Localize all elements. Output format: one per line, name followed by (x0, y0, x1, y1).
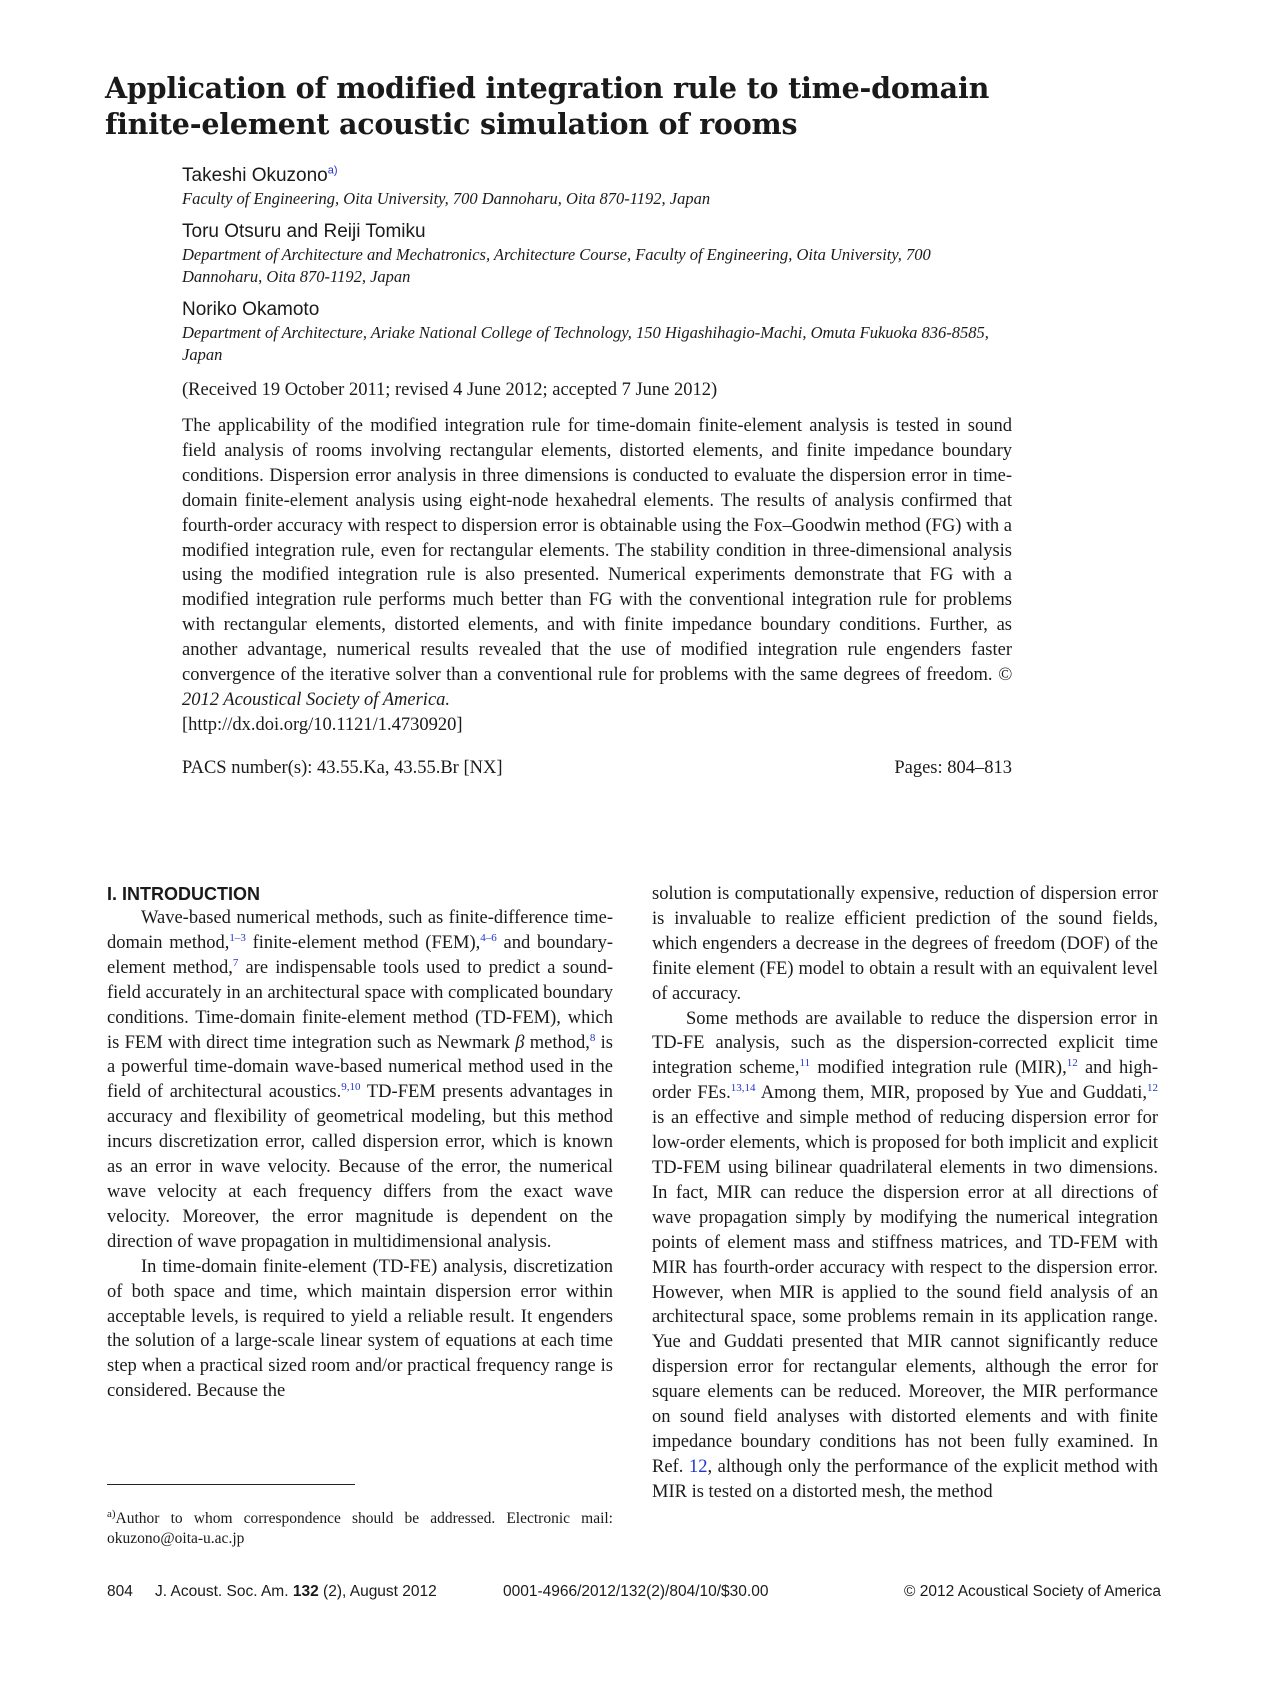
page-number: 804 (107, 1583, 133, 1600)
citation-link[interactable]: 12 (1066, 1057, 1078, 1070)
citation-link[interactable]: 7 (232, 956, 239, 969)
title-line-2: finite-element acoustic simulation of rooms (105, 107, 798, 141)
citation-link[interactable]: 1–3 (229, 931, 246, 944)
column-left (107, 882, 613, 1404)
citation-link[interactable]: 9,10 (341, 1081, 361, 1094)
affiliation-1: Faculty of Engineering, Oita University, 700 Dannoharu, Oita 870-1192, Japan (182, 189, 711, 208)
paper-title (105, 70, 1105, 142)
footer-copyright: © 2012 Acoustical Society of America (904, 1583, 1161, 1600)
citation-link[interactable]: 11 (799, 1057, 811, 1070)
affiliation-3: Department of Architecture, Ariake National College of Technology, 150 Higashihagio-Machi, Omuta Fukuoka 836-8585, Japan (182, 323, 989, 364)
intro-paragraph-4: Some methods are available to reduce the dispersion error in TD-FE analysis, such as the dispersion-corrected explicit time integration scheme,$^{11}$ modified integration rule (MIR),$^{12}$ and high-order FEs.$^{13,14}$ Among them, MIR, proposed by Yue and Guddati,$^{12}$ is an effective and simple method of reducing dispersion error for low-order elements, which is proposed for both implicit and explicit TD-FEM using bilinear quadrilateral elements in two dimensions. In fact, MIR can reduce the dispersion error at all directions of wave propagation simply by modifying the numerical integration points of element mass and stiffness matrices, and TD-FEM with MIR has fourth-order accuracy with respect to the dispersion error. However, when MIR is applied to the sound field analysis of an architectural space, some problems remain in its application range. Yue and Guddati presented that MIR cannot significantly reduce dispersion error for rectangular elements, although the error for square elements can be reduced. Moreover, the MIR performance on sound field analyses with distorted elements and with finite impedance boundary conditions has not been fully examined. In Ref. 12, although only the performance of the explicit method with MIR is tested on a distorted mesh, the method (652, 1008, 1159, 1502)
citation-link[interactable]: 8 (589, 1031, 596, 1044)
citation-link[interactable]: 12 (1147, 1082, 1159, 1095)
reference-link[interactable]: 12 (688, 1456, 708, 1477)
doi-link[interactable]: [http://dx.doi.org/10.1121/1.4730920] (182, 714, 463, 735)
page-range: Pages: 804–813 (894, 757, 1012, 778)
author-1-name: Takeshi Okuzono (182, 165, 328, 186)
citation-link[interactable]: 4–6 (480, 931, 497, 944)
intro-paragraph-3: solution is computationally expensive, reduction of dispersion error is invaluable to realize efficient prediction of the sound fields, which engenders a decrease in the degrees of freedom (DOF) of the finite element (FE) model to obtain a result with an equivalent level of accuracy. (652, 884, 1158, 1004)
abstract-copyright: © 2012 Acoustical Society of America. (182, 665, 1012, 710)
author-2: Toru Otsuru and Reiji Tomiku (182, 221, 426, 242)
author-1 (182, 164, 1012, 188)
citation-link[interactable]: 13,14 (730, 1082, 756, 1095)
abstract (182, 414, 1012, 738)
section-heading: I. INTRODUCTION (107, 884, 260, 904)
affiliation-2: Department of Architecture and Mechatronics, Architecture Course, Faculty of Engineering, Oita University, 700 Dannoharu, Oita 870-1192, Japan (182, 245, 931, 286)
title-line-1: Application of modified integration rule to time-domain (105, 71, 990, 105)
footnote-text: Author to whom correspondence should be addressed. Electronic mail: okuzono@oita-u.ac.jp (107, 1510, 613, 1547)
journal-citation: J. Acoust. Soc. Am. 132 (2), August 2012 (155, 1583, 437, 1600)
footnote (107, 1509, 613, 1549)
received-dates: (Received 19 October 2011; revised 4 June 2012; accepted 7 June 2012) (182, 380, 718, 400)
article-code: 0001-4966/2012/132(2)/804/10/$30.00 (503, 1583, 769, 1600)
author-footnote-link[interactable]: a) (327, 164, 338, 177)
footnote-divider (107, 1484, 355, 1485)
abstract-text: The applicability of the modified integration rule for time-domain finite-element analysis is tested in sound field analysis of rooms involving rectangular elements, distorted elements, and finite impedance boundary conditions. Dispersion error analysis in three dimensions is conducted to evaluate the dispersion error in time-domain finite-element analysis using eight-node hexahedral elements. The results of analysis confirmed that fourth-order accuracy with respect to dispersion error is obtainable using the Fox–Goodwin method (FG) with a modified integration rule, even for rectangular elements. The stability condition in three-dimensional analysis using the modified integration rule is also presented. Numerical experiments demonstrate that FG with a modified integration rule performs much better than FG with the conventional integration rule for problems with rectangular elements, distorted elements, and with finite impedance boundary conditions. Further, as another advantage, numerical results revealed that the use of modified integration rule engenders faster convergence of the iterative solver than a conventional rule for problems with the same degrees of freedom. (182, 416, 1012, 686)
author-3: Noriko Okamoto (182, 299, 320, 320)
intro-paragraph-2: In time-domain finite-element (TD-FE) analysis, discretization of both space and time, which maintain dispersion error within acceptable levels, is required to yield a reliable result. It engenders the solution of a large-scale linear system of equations at each time step when a practical sized room and/or practical frequency range is considered. Because the (107, 1256, 613, 1402)
pacs-numbers: PACS number(s): 43.55.Ka, 43.55.Br [NX] (182, 757, 503, 778)
pacs-row (182, 756, 1012, 780)
footnote-mark: a) (107, 1507, 116, 1520)
intro-paragraph-1: Wave-based numerical methods, such as finite-difference time-domain method,$^{1-3}$ finite-element method (FEM),$^{4-6}$ and boundary-element method,$^7$ are indispensable tools used to predict a sound-field accurately in an architectural space with complicated boundary conditions. Time-domain finite-element method (TD-FEM), which is FEM with direct time integration such as Newmark β method,$^8$ is a powerful time-domain wave-based numerical method used in the field of architectural acoustics.$^{9,10}$ TD-FEM presents advantages in accuracy and flexibility of geometrical modeling, but this method incurs discretization error, called dispersion error, which is known as an error in wave velocity. Because of the error, the numerical wave velocity at each frequency differs from the exact wave velocity. Moreover, the error magnitude is dependent on the direction of wave propagation in multidimensional analysis. (107, 908, 614, 1252)
column-right (652, 882, 1158, 1505)
front-matter (182, 164, 1012, 780)
